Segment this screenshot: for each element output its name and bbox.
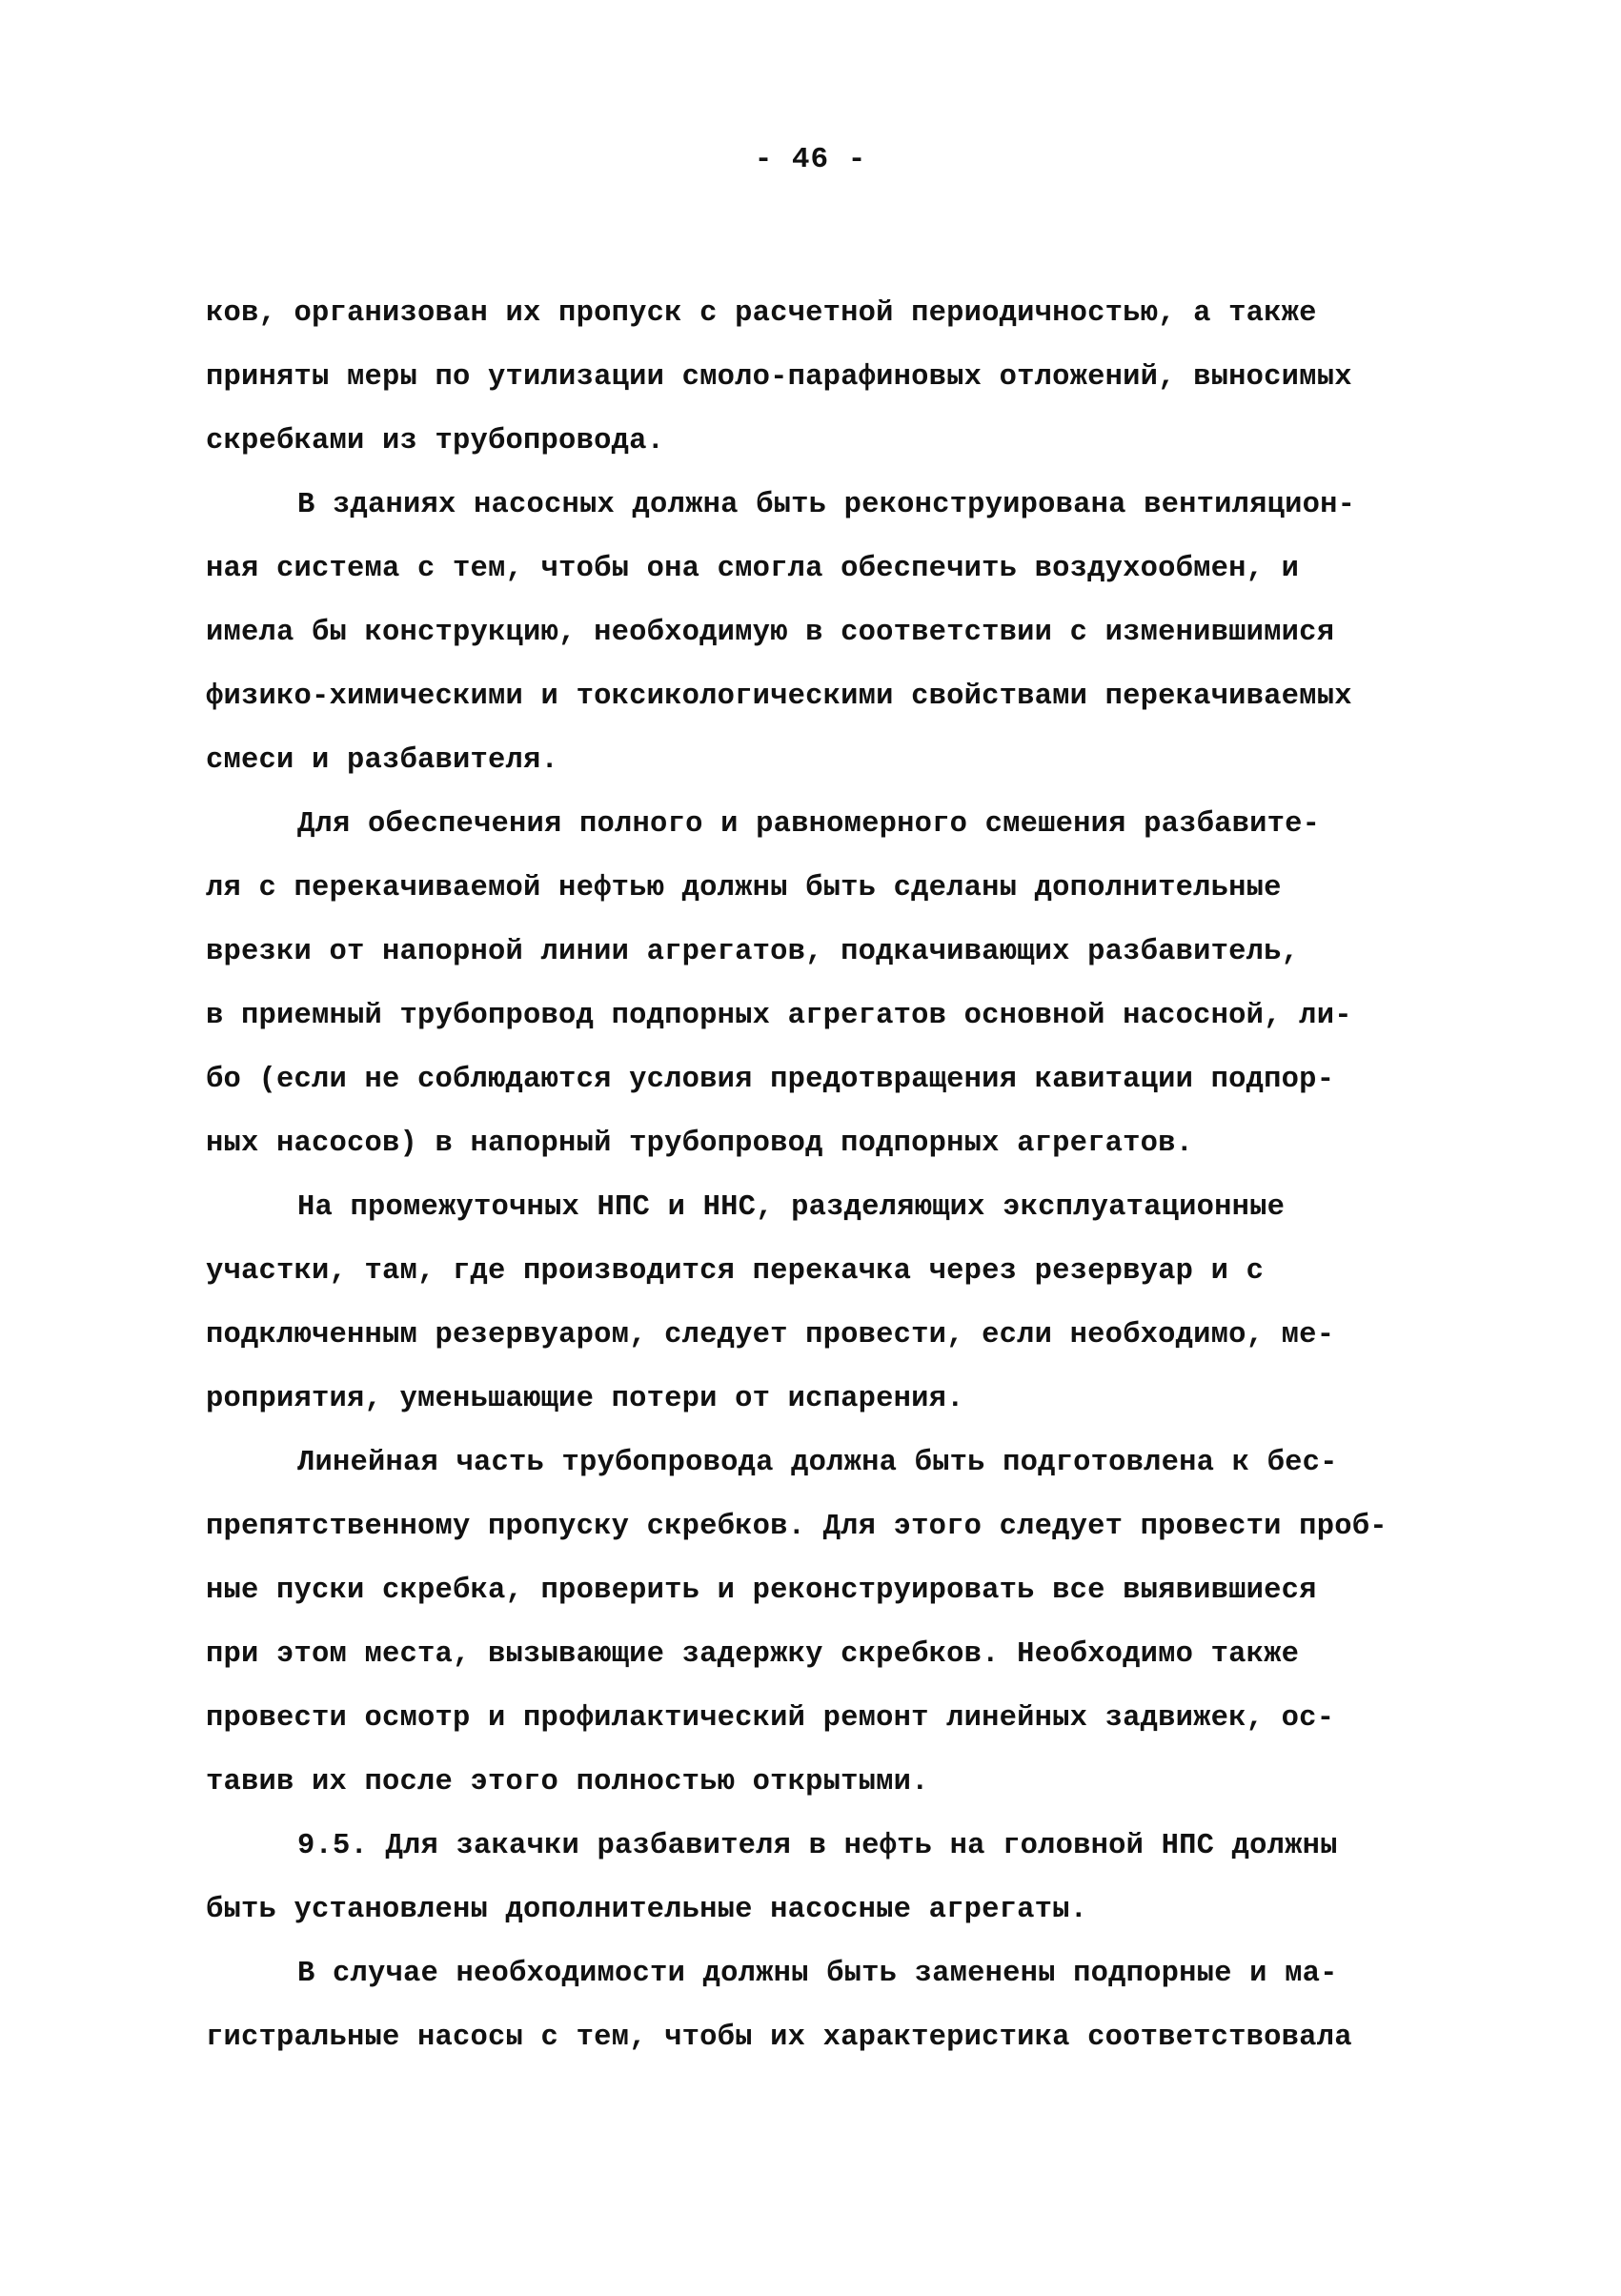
- text-line: быть установлены дополнительные насосные агрегаты.: [206, 1894, 1088, 1926]
- text-line: провести осмотр и профилактический ремонт линейных задвижек, ос-: [206, 1702, 1335, 1735]
- text-line: В случае необходимости должны быть заменены подпорные и ма-: [297, 1958, 1338, 1990]
- text-line: смеси и разбавителя.: [206, 744, 559, 777]
- paragraph-3: [206, 793, 1488, 1176]
- text-line: подключенным резервуаром, следует провести, если необходимо, ме-: [206, 1319, 1335, 1351]
- paragraph-7: [206, 1942, 1488, 2070]
- text-line: Для обеспечения полного и равномерного смешения разбавите-: [297, 808, 1321, 841]
- text-line: участки, там, где производится перекачка через резервуар и с: [206, 1255, 1265, 1288]
- text-line: На промежуточных НПС и ННС, разделяющих эксплуатационные: [297, 1191, 1286, 1224]
- text-line: Линейная часть трубопровода должна быть подготовлена к бес-: [297, 1447, 1338, 1479]
- text-line: роприятия, уменьшающие потери от испарения.: [206, 1383, 964, 1415]
- text-line: ных насосов) в напорный трубопровод подпорных агрегатов.: [206, 1128, 1194, 1160]
- page-number: - 46 -: [754, 143, 867, 176]
- text-line: В зданиях насосных должна быть реконструирована вентиляцион-: [297, 489, 1356, 521]
- text-line: ков, организован их пропуск с расчетной периодичностью, а также: [206, 297, 1317, 330]
- text-line: препятственному пропуску скребков. Для этого следует провести проб-: [206, 1511, 1388, 1543]
- document-body: [206, 282, 1488, 2070]
- text-line: ля с перекачиваемой нефтью должны быть сделаны дополнительные: [206, 872, 1282, 904]
- paragraph-2: [206, 474, 1488, 793]
- text-line: 9.5. Для закачки разбавителя в нефть на головной НПС должны: [297, 1830, 1338, 1862]
- paragraph-5: [206, 1432, 1488, 1815]
- paragraph-6: [206, 1815, 1488, 1942]
- text-line: ная система с тем, чтобы она смогла обеспечить воздухообмен, и: [206, 553, 1300, 585]
- text-line: врезки от напорной линии агрегатов, подкачивающих разбавитель,: [206, 936, 1300, 968]
- text-line: бо (если не соблюдаются условия предотвращения кавитации подпор-: [206, 1064, 1335, 1096]
- text-line: гистральные насосы с тем, чтобы их характеристика соответствовала: [206, 2022, 1352, 2054]
- paragraph-1: [206, 282, 1488, 474]
- text-line: в приемный трубопровод подпорных агрегатов основной насосной, ли-: [206, 1000, 1352, 1032]
- paragraph-4: [206, 1176, 1488, 1432]
- text-line: приняты меры по утилизации смоло-парафиновых отложений, выносимых: [206, 361, 1352, 394]
- text-line: имела бы конструкцию, необходимую в соответствии с изменившимися: [206, 617, 1335, 649]
- text-line: при этом места, вызывающие задержку скребков. Необходимо также: [206, 1638, 1300, 1671]
- text-line: ные пуски скребка, проверить и реконструировать все выявившиеся: [206, 1575, 1317, 1607]
- text-line: скребками из трубопровода.: [206, 425, 665, 457]
- text-line: тавив их после этого полностью открытыми.: [206, 1766, 929, 1798]
- text-line: физико-химическими и токсикологическими свойствами перекачиваемых: [206, 681, 1352, 713]
